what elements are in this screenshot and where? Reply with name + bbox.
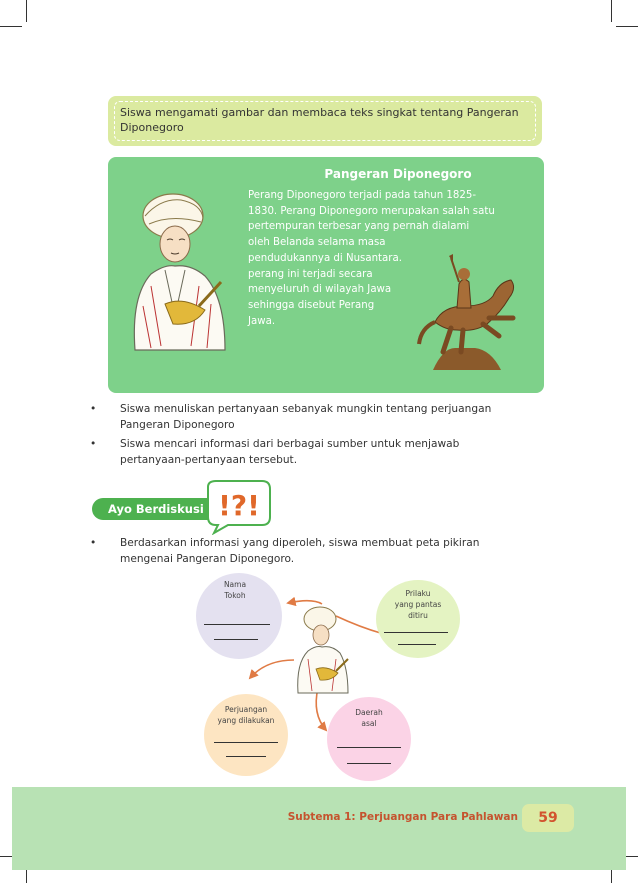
answer-line bbox=[337, 747, 401, 748]
bullet-line: mengenai Pangeran Diponegoro. bbox=[120, 552, 295, 565]
node-label bbox=[376, 588, 460, 621]
page-number: 59 bbox=[522, 804, 574, 832]
card-line: perang ini terjadi secara bbox=[248, 268, 373, 280]
bullet-line: pertanyaan-pertanyaan tersebut. bbox=[120, 453, 298, 466]
card-line: 1830. Perang Diponegoro merupakan salah satu bbox=[248, 205, 495, 217]
node-label-line: Perjuangan bbox=[224, 705, 268, 714]
instruction-line: Siswa mengamati gambar dan membaca teks singkat tentang Pangeran bbox=[120, 106, 519, 119]
bullet-dot: • bbox=[90, 403, 97, 415]
card-line: pendudukannya di Nusantara. bbox=[248, 252, 402, 264]
node-label-line: ditiru bbox=[408, 611, 428, 620]
card-line: oleh Belanda selama masa bbox=[248, 237, 386, 249]
answer-line bbox=[347, 763, 391, 764]
instruction-line: Diponegoro bbox=[120, 121, 184, 134]
ayo-berdiskusi-label: Ayo Berdiskusi bbox=[108, 502, 204, 516]
card-title: Pangeran Diponegoro bbox=[324, 167, 472, 181]
mindmap-node-perjuangan bbox=[204, 694, 288, 776]
answer-line bbox=[226, 756, 266, 757]
mindmap-node-daerah-asal bbox=[327, 697, 411, 781]
answer-line bbox=[398, 644, 436, 645]
card-line: menyeluruh di wilayah Jawa bbox=[248, 284, 392, 296]
node-label-line: Nama bbox=[223, 580, 247, 589]
node-label bbox=[327, 707, 411, 729]
bullet-dot: • bbox=[90, 438, 97, 450]
node-label-line: Prilaku bbox=[405, 589, 431, 598]
mindmap-node-prilaku bbox=[376, 580, 460, 658]
card-line: Jawa. bbox=[248, 315, 276, 327]
bullet-line: Siswa mencari informasi dari berbagai sumber untuk menjawab bbox=[120, 438, 460, 450]
node-label bbox=[204, 704, 288, 726]
mindmap-node-nama-tokoh bbox=[196, 573, 282, 659]
node-label-line: Daerah bbox=[355, 708, 383, 717]
bullet-line: Siswa menuliskan pertanyaan sebanyak mungkin tentang perjuangan bbox=[120, 403, 492, 415]
bullet-line: Pangeran Diponegoro bbox=[120, 418, 235, 431]
answer-line bbox=[384, 632, 448, 633]
node-label bbox=[192, 579, 278, 601]
card-line: Perang Diponegoro terjadi pada tahun 1825- bbox=[248, 190, 477, 201]
diponegoro-center-illustration bbox=[292, 603, 350, 695]
speech-bubble-mark: !?! bbox=[218, 489, 260, 522]
answer-line bbox=[214, 742, 278, 743]
node-label-line: Tokoh bbox=[224, 591, 246, 600]
bullet-dot: • bbox=[90, 537, 97, 549]
answer-line bbox=[214, 639, 258, 640]
page-footer bbox=[12, 787, 626, 870]
card-line: sehingga disebut Perang bbox=[248, 299, 375, 311]
footer-subtheme: Subtema 1: Perjuangan Para Pahlawan bbox=[287, 811, 518, 823]
bullet-line: Berdasarkan informasi yang diperoleh, siswa membuat peta pikiran bbox=[120, 537, 480, 549]
card-line: pertempuran terbesar yang pernah dialami bbox=[248, 221, 470, 233]
answer-line bbox=[204, 624, 270, 625]
node-label-line: asal bbox=[361, 719, 377, 728]
node-label-line: yang dilakukan bbox=[217, 716, 275, 725]
node-label-line: yang pantas bbox=[394, 600, 442, 609]
arrow-to-perjuangan bbox=[250, 660, 294, 678]
